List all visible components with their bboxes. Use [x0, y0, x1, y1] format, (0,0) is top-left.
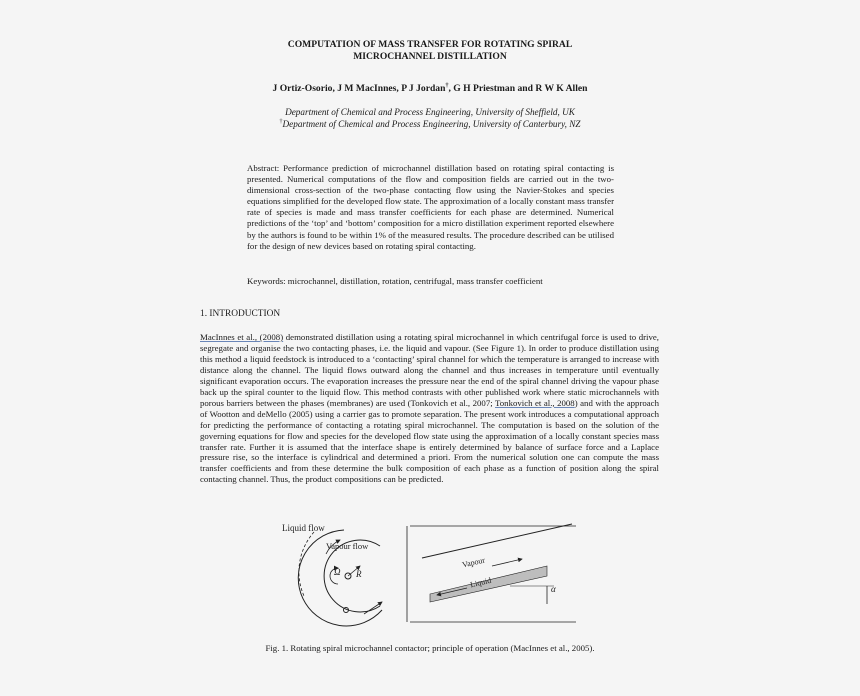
channel-diagram: [410, 524, 576, 622]
figure-1: [282, 518, 582, 628]
affiliation-canterbury: [200, 119, 660, 129]
label-vapour-flow: Vapour flow: [326, 541, 369, 551]
intro-text-part-2: ) and with the approach of Wootton and deMello (2005) using a carrier gas to promote separation. The present work introduces a computational approach for predicting the performance of contacting a rotating spiral microchannel. The computation is based on the solution of the governing equations for flow and species for the developed flow state using the approximation of a locally constant species mass transfer rate. Further it is assumed that the interface shape is entirely determined by balance of surface force and a Laplace pressure rise, so the interface is cylindrical and determined a priori. From the numerical solution one can compute the mass transfer coefficients and from these determine the bulk composition of each phase as a function of position along the spiral contacting channel. Thus, the product compositions can be predicted.: [200, 397, 659, 485]
authors-part-2: , G H Priestman and R W K Allen: [448, 83, 588, 95]
author-list: [200, 83, 660, 94]
abstract: Abstract: Performance prediction of microchannel distillation based on rotating spiral contacting is presented. Numerical computations of the flow and composition fields are carried out in the two-dimensional cross-section of the two-phase contacting flow using the Navier-Stokes and species equations simplified for the developed flow state. The approximation of a locally constant mass transfer rate of species is made and mass transfer coefficients for each phase are determined. Numerical predictions of the ‘top’ and ‘bottom’ composition for a micro distillation experiment reported elsewhere by the authors is found to be within 1% of the measured results. The procedure described can be utilised for the design of new devices based on rotating spiral contacting.: [247, 163, 614, 251]
affiliation-dagger: †: [279, 119, 283, 125]
label-vapour: Vapour: [461, 555, 486, 570]
section-heading-introduction: 1. INTRODUCTION: [200, 309, 281, 319]
channel-upper-wall: [422, 524, 572, 558]
introduction-paragraph: [200, 332, 659, 485]
citation-link-tonkovich-2008[interactable]: Tonkovich et al., 2008: [495, 397, 575, 408]
title-line-1: COMPUTATION OF MASS TRANSFER FOR ROTATING SPIRAL: [287, 39, 573, 50]
label-liquid: Liquid: [469, 575, 493, 590]
label-omega: Ω: [334, 567, 341, 577]
intro-text-part-1: demonstrated distillation using a rotating spiral microchannel in which centrifugal force is used to drive, segregate and organise the two contacting phases, i.e. the liquid and vapour. (See Figure 1). In order to produce distillation using this method a liquid feedstock is introduced to a ‘contacting’ spiral channel for which the temperature is arranged to increase with distance along the channel. The liquid flows outward along the channel and thus increases in temperature until eventually significant evaporation occurs. The evaporation increases the pressure near the end of the spiral channel driving the vapour phase back up the spiral counter to the liquid flow. This method contrasts with other published work where static microchannels with porous barriers between the phases (membranes) are used (Tonkovich et al., 2007;: [200, 332, 659, 408]
affiliation-sheffield: Department of Chemical and Process Engineering, University of Sheffield, UK: [285, 107, 575, 117]
vapour-arrow: [492, 559, 522, 566]
keywords: Keywords: microchannel, distillation, rotation, centrifugal, mass transfer coefficient: [247, 276, 543, 286]
figure-1-drawing: [282, 518, 582, 628]
author-dagger: †: [445, 83, 449, 89]
citation-link-macinnes-2008[interactable]: MacInnes et al., (2008): [200, 332, 284, 342]
paper-title: [230, 39, 630, 63]
affiliation-canterbury-text: Department of Chemical and Process Engineering, University of Canterbury, NZ: [282, 119, 581, 130]
figure-1-caption: Fig. 1. Rotating spiral microchannel contactor; principle of operation (MacInnes et al., 2005).: [265, 643, 595, 653]
label-alpha: α: [551, 584, 556, 594]
liquid-flow-arrow: [299, 532, 314, 596]
authors-part-1: J Ortiz-Osorio, J M MacInnes, P J Jordan: [272, 83, 446, 95]
label-liquid-flow: Liquid flow: [282, 523, 325, 533]
label-radius: R: [356, 569, 362, 579]
title-line-2: MICROCHANNEL DISTILLATION: [353, 51, 507, 62]
